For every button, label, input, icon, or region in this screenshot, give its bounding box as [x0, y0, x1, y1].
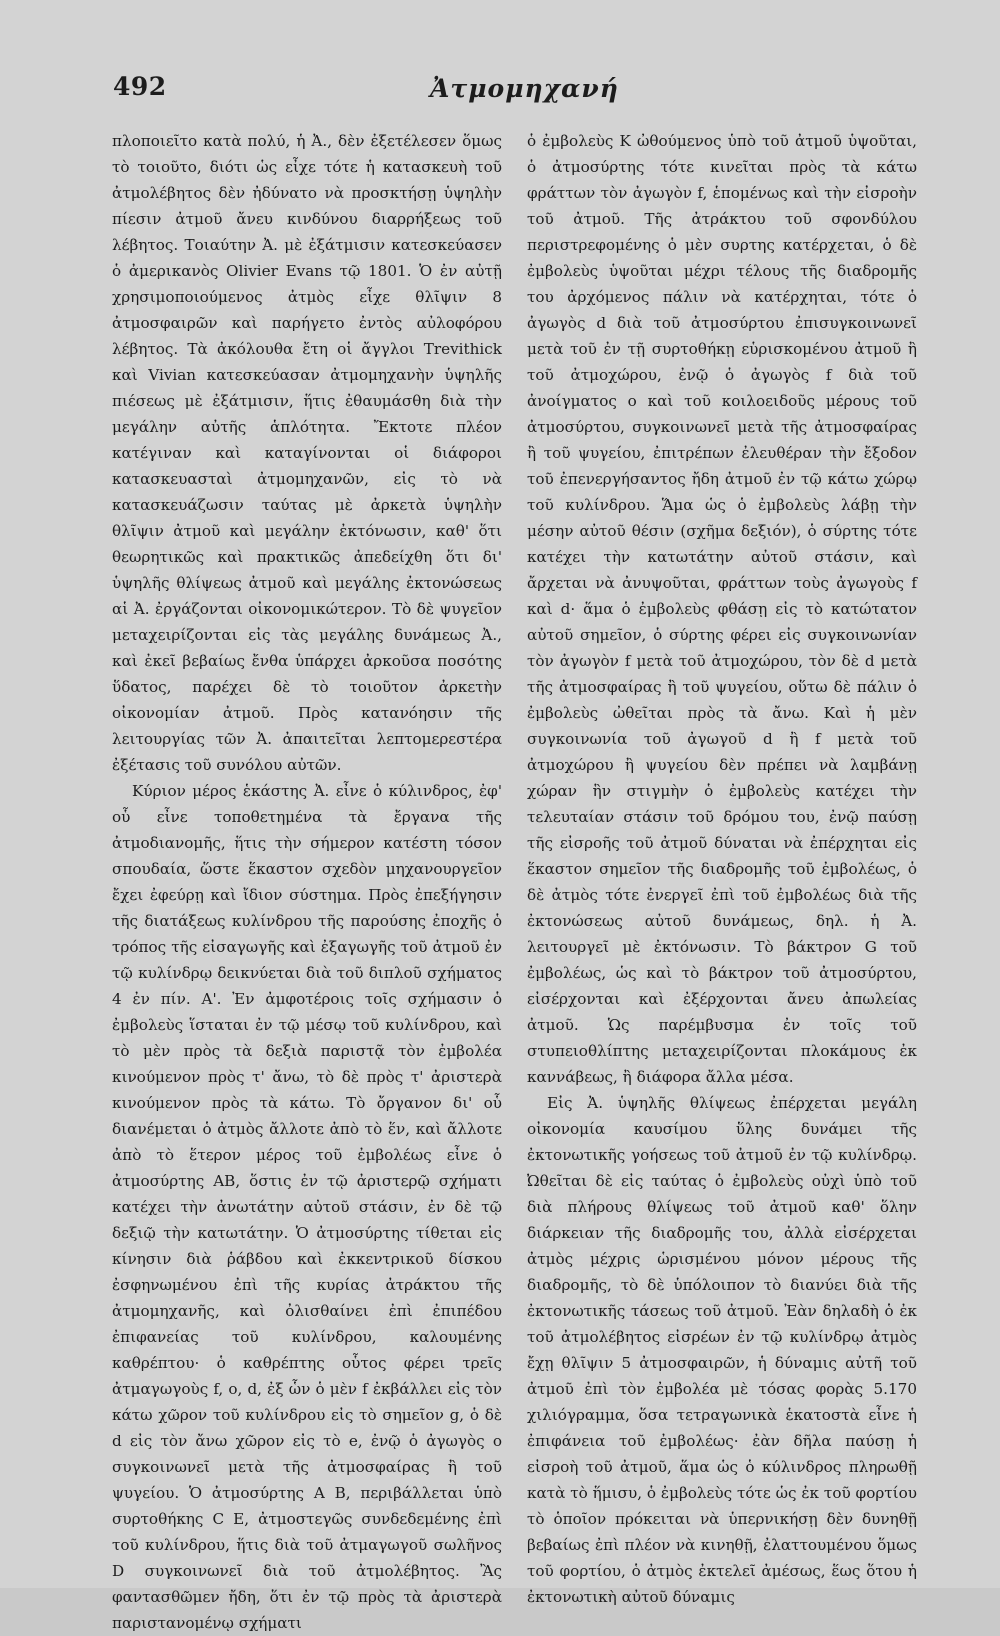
left-column	[112, 128, 502, 1632]
running-title: Ἀτμομηχανή	[430, 74, 619, 103]
page-number: 492	[113, 72, 167, 101]
paragraph: Εἰς Ἀ. ὑψηλῆς θλίψεως ἐπέρχεται μεγάλη οἰκονομία καυσίμου ὕλης δυνάμει τῆς ἐκτονωτικῆς γοήσεως τοῦ ἀτμοῦ ἐν τῷ κυλίνδρῳ. Ὠθεῖται δὲ εἰς ταύτας ὁ ἐμβολεὺς οὐχὶ ὑπὸ τοῦ διὰ πλήρους θλίψεως τοῦ ἀτμοῦ καθ' ὅλην διάρκειαν τῆς διαδρομῆς του, ἀλλὰ εἰσέρχεται ἀτμὸς μέχρις ὡρισμένου μόνον μέρους τῆς διαδρομῆς, τὸ δὲ ὑπόλοιπον τὸ διανύει διὰ τῆς ἐκτονωτικῆς τάσεως τοῦ ἀτμοῦ. Ἐὰν δηλαδὴ ὁ ἐκ τοῦ ἀτμολέβητος εἰσρέων ἐν τῷ κυλίνδρῳ ἀτμὸς ἔχῃ θλῖψιν 5 ἀτμοσφαιρῶν, ἡ δύναμις αὐτῆ τοῦ ἀτμοῦ ἐπὶ τὸν ἐμβολέα μὲ τόσας φορὰς 5.170 χιλιόγραμμα, ὅσα τετραγωνικὰ ἑκατοστὰ εἶνε ἡ ἐπιφάνεια τοῦ ἐμβολέως· ἐὰν δῆλα παύσῃ ἡ εἰσροὴ τοῦ ἀτμοῦ, ἅμα ὡς ὁ κύλινδρος πληρωθῇ κατὰ τὸ ἥμισυ, ὁ ἐμβολεὺς τότε ὡς ἐκ τοῦ φορτίου τὸ ὁποῖον πρόκειται νὰ ὑπερνικήσῃ δὲν δυνηθῇ βεβαίως ἐπὶ πλέον νὰ κινηθῇ, ἐλαττουμένου ὅμως τοῦ φορτίου, ὁ ἀτμὸς ἐκτελεῖ ἀμέσως, ἕως ὅτου ἡ ἐκτονωτικὴ αὐτοῦ δύναμις	[527, 1094, 917, 1606]
right-column	[527, 128, 917, 1606]
paragraph: Κύριον μέρος ἑκάστης Ἀ. εἶνε ὁ κύλινδρος, ἐφ' οὗ εἶνε τοποθετημένα τὰ ἔργανα τῆς ἀτμοδιανομῆς, ἥτις τὴν σήμερον κατέστη τόσον σπουδαία, ὥστε ἕκαστον σχεδὸν μηχανουργεῖον ἔχει ἐφεύρῃ καὶ ἴδιον σύστημα. Πρὸς ἐπεξήγησιν τῆς διατάξεως κυλίνδρου τῆς παρούσης ἐποχῆς ὁ τρόπος τῆς εἰσαγωγῆς καὶ ἐξαγωγῆς τοῦ ἀτμοῦ ἐν τῷ κυλίνδρῳ δεικνύεται διὰ τοῦ διπλοῦ σχήματος 4 ἐν πίν. Α'. Ἐν ἀμφοτέροις τοῖς σχήμασιν ὁ ἐμβολεὺς ἵσταται ἐν τῷ μέσῳ τοῦ κυλίνδρου, καὶ τὸ μὲν πρὸς τὰ δεξιὰ παριστᾷ τὸν ἐμβολέα κινούμενον πρὸς τ' ἄνω, τὸ δὲ πρὸς τ' ἀριστερὰ κινούμενον πρὸς τὰ κάτω. Τὸ ὄργανον δι' οὗ διανέμεται ὁ ἀτμὸς ἄλλοτε ἀπὸ τὸ ἕν, καὶ ἄλλοτε ἀπὸ τὸ ἕτερον μέρος τοῦ ἐμβολέως εἶνε ὁ ἀτμοσύρτης ΑΒ, ὅστις ἐν τῷ ἀριστερῷ σχήματι κατέχει τὴν ἀνωτάτην αὐτοῦ στάσιν, ἐν δὲ τῷ δεξιῷ τὴν κατωτάτην. Ὁ ἀτμοσύρτης τίθεται εἰς κίνησιν διὰ ῥάβδου καὶ ἐκκεντρικοῦ δίσκου ἐσφηνωμένου ἐπὶ τῆς κυρίας ἀτράκτου τῆς ἀτμομηχανῆς, καὶ ὀλισθαίνει ἐπὶ ἐπιπέδου ἐπιφανείας τοῦ κυλίνδρου, καλουμένης καθρέπτου· ὁ καθρέπτης οὗτος φέρει τρεῖς ἀτμαγωγοὺς f, o, d, ἐξ ὧν ὁ μὲν f ἐκβάλλει εἰς τὸν κάτω χῶρον τοῦ κυλίνδρου εἰς τὸ σημεῖον g, ὁ δὲ d εἰς τὸν ἄνω χῶρον εἰς τὸ e, ἐνῷ ὁ ἀγωγὸς o συγκοινωνεῖ μετὰ τῆς ἀτμοσφαίρας ἢ τοῦ ψυγείου. Ὁ ἀτμοσύρτης Α Β, περιβάλλεται ὑπὸ συρτοθήκης C E, ἀτμοστεγῶς συνδεδεμένης ἐπὶ τοῦ κυλίνδρου, ἥτις διὰ τοῦ ἀτμαγωγοῦ σωλῆνος D συγκοινωνεῖ διὰ τοῦ ἀτμολέβητος. Ἂς φαντασθῶμεν ἤδη, ὅτι ἐν τῷ πρὸς τὰ ἀριστερὰ παριστανομένῳ σχήματι	[112, 782, 502, 1632]
paragraph: ὁ ἐμβολεὺς Κ ὠθούμενος ὑπὸ τοῦ ἀτμοῦ ὑψοῦται, ὁ ἀτμοσύρτης τότε κινεῖται πρὸς τὰ κάτω φράττων τὸν ἀγωγὸν f, ἑπομένως καὶ τὴν εἰσροὴν τοῦ ἀτμοῦ. Τῆς ἀτράκτου τοῦ σφονδύλου περιστρεφομένης ὁ μὲν συρτης κατέρχεται, ὁ δὲ ἐμβολεὺς ὑψοῦται μέχρι τέλους τῆς διαδρομῆς του ἀρχόμενος πάλιν νὰ κατέρχηται, τότε ὁ ἀγωγὸς d διὰ τοῦ ἀτμοσύρτου ἐπισυγκοινωνεῖ μετὰ τοῦ ἐν τῇ συρτοθήκῃ εὑρισκομένου ἀτμοῦ ἢ τοῦ ἀτμοχώρου, ἐνῷ ὁ ἀγωγὸς f διὰ τοῦ ἀνοίγματος o καὶ τοῦ κοιλοειδοῦς μέρους τοῦ ἀτμοσύρτου, συγκοινωνεῖ μετὰ τῆς ἀτμοσφαίρας ἢ τοῦ ψυγείου, ἐπιτρέπων ἐλευθέραν τὴν ἔξοδον τοῦ ἐπενεργήσαντος ἤδη ἀτμοῦ ἐν τῷ κάτω χώρῳ τοῦ κυλίνδρου. Ἅμα ὡς ὁ ἐμβολεὺς λάβῃ τὴν μέσην αὐτοῦ θέσιν (σχῆμα δεξιόν), ὁ σύρτης τότε κατέχει τὴν κατωτάτην αὐτοῦ στάσιν, καὶ ἄρχεται νὰ ἀνυψοῦται, φράττων τοὺς ἀγωγοὺς f καὶ d· ἅμα ὁ ἐμβολεὺς φθάσῃ εἰς τὸ κατώτατον αὐτοῦ σημεῖον, ὁ σύρτης φέρει εἰς συγκοινωνίαν τὸν ἀγωγὸν f μετὰ τοῦ ἀτμοχώρου, τὸν δὲ d μετὰ τῆς ἀτμοσφαίρας ἢ τοῦ ψυγείου, οὕτω δὲ πάλιν ὁ ἐμβολεὺς ὠθεῖται πρὸς τὰ ἄνω. Καὶ ἡ μὲν συγκοινωνία τοῦ ἀγωγοῦ d ἢ f μετὰ τοῦ ἀτμοχώρου ἢ ψυγείου δὲν πρέπει νὰ λαμβάνῃ χώραν ἣν στιγμὴν ὁ ἐμβολεὺς κατέχει τὴν τελευταίαν στάσιν τοῦ δρόμου του, ἐνῷ παύσῃ τῆς εἰσροῆς τοῦ ἀτμοῦ δύναται νὰ ἐπέρχηται εἰς ἕκαστον σημεῖον τῆς διαδρομῆς τοῦ ἐμβολέως, ὁ δὲ ἀτμὸς τότε ἐνεργεῖ ἐπὶ τοῦ ἐμβολέως διὰ τῆς ἐκτονώσεως αὐτοῦ δυνάμεως, δηλ. ἡ Ἀ. λειτουργεῖ μὲ ἐκτόνωσιν. Τὸ βάκτρον G τοῦ ἐμβολέως, ὡς καὶ τὸ βάκτρον τοῦ ἀτμοσύρτου, εἰσέρχονται καὶ ἐξέρχονται ἄνευ ἀπωλείας ἀτμοῦ. Ὡς παρέμβυσμα ἐν τοῖς τοῦ στυπειοθλίπτης μεταχειρίζονται πλοκάμους ἐκ καννάβεως, ἢ διάφορα ἄλλα μέσα.	[527, 132, 917, 1086]
paragraph: πλοποιεῖτο κατὰ πολύ, ἡ Ἀ., δὲν ἐξετέλεσεν ὅμως τὸ τοιοῦτο, διότι ὡς εἶχε τότε ἡ κατασκευὴ τοῦ ἀτμολέβητος δὲν ἠδύνατο νὰ προσκτήσῃ ὑψηλὴν πίεσιν ἀτμοῦ ἄνευ κινδύνου διαρρήξεως τοῦ λέβητος. Τοιαύτην Ἀ. μὲ ἐξάτμισιν κατεσκεύασεν ὁ ἀμερικανὸς Olivier Evans τῷ 1801. Ὁ ἐν αὐτῇ χρησιμοποιούμενος ἀτμὸς εἶχε θλῖψιν 8 ἀτμοσφαιρῶν καὶ παρήγετο ἐντὸς αὐλοφόρου λέβητος. Τὰ ἀκόλουθα ἔτη οἱ ἄγγλοι Trevithick καὶ Vivian κατεσκεύασαν ἀτμομηχανὴν ὑψηλῆς πιέσεως μὲ ἐξάτμισιν, ἥτις ἐθαυμάσθη διὰ τὴν μεγάλην αὐτῆς ἁπλότητα. Ἔκτοτε πλέον κατέγιναν καὶ καταγίνονται οἱ διάφοροι κατασκευασταὶ ἀτμομηχανῶν, εἰς τὸ νὰ κατασκευάζωσιν ταύτας μὲ ἀρκετὰ ὑψηλὴν θλῖψιν ἀτμοῦ καὶ μεγάλην ἐκτόνωσιν, καθ' ὅτι θεωρητικῶς καὶ πρακτικῶς ἀπεδείχθη ὅτι δι' ὑψηλῆς θλίψεως ἀτμοῦ καὶ μεγάλης ἐκτονώσεως αἱ Ἀ. ἐργάζονται οἰκονομικώτερον. Τὸ δὲ ψυγεῖον μεταχειρίζονται εἰς τὰς μεγάλης δυνάμεως Ἀ., καὶ ἐκεῖ βεβαίως ἔνθα ὑπάρχει ἀρκοῦσα ποσότης ὕδατος, παρέχει δὲ τὸ τοιοῦτον ἀρκετὴν οἰκονομίαν ἀτμοῦ. Πρὸς κατανόησιν τῆς λειτουργίας τῶν Ἀ. ἀπαιτεῖται λεπτομερεστέρα ἐξέτασις τοῦ συνόλου αὐτῶν.	[112, 132, 502, 774]
